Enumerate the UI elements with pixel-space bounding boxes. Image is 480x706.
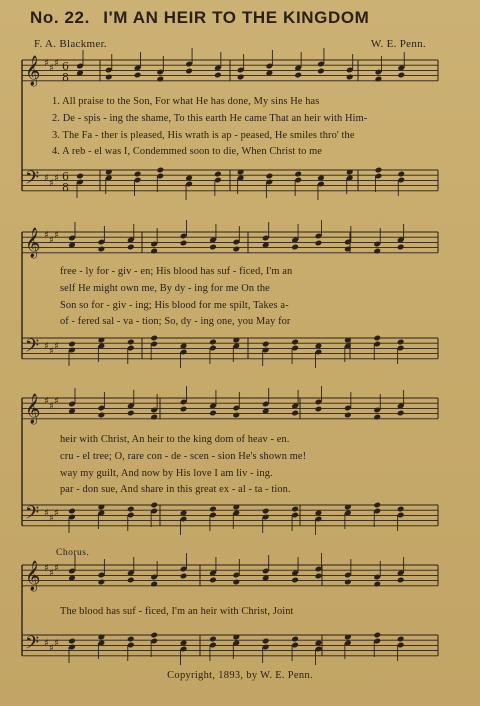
bass-clef-icon: 𝄢 <box>25 633 40 658</box>
note-head <box>291 410 299 417</box>
note-head <box>315 406 323 413</box>
note-head <box>291 339 299 346</box>
lyricist-credit: F. A. Blackmer. <box>34 38 107 50</box>
lyric-line: The blood has suf - ficed, I'm an heir with Christ, Joint <box>60 606 294 617</box>
bass-clef-icon: 𝄢 <box>25 336 40 361</box>
lyric-line: par - don sue, And share in this great ex - al - ta - tion. <box>60 484 291 495</box>
note-head <box>262 341 270 348</box>
note-head <box>127 339 135 346</box>
sharp-icon: ♯ <box>49 513 54 524</box>
note-head <box>291 636 299 643</box>
note-head <box>397 244 405 251</box>
time-sig-denominator: 8 <box>62 181 69 194</box>
note-head <box>344 246 352 253</box>
note-head <box>68 638 76 645</box>
sharp-icon: ♯ <box>54 508 59 519</box>
sharp-icon: ♯ <box>49 643 54 654</box>
note-head <box>373 632 381 639</box>
note-head <box>185 68 193 75</box>
note-head <box>291 244 299 251</box>
note-head <box>397 577 405 584</box>
note-head <box>291 577 299 584</box>
sharp-icon: ♯ <box>44 508 49 519</box>
note-head <box>127 244 135 251</box>
note-head <box>127 410 135 417</box>
note-head <box>315 240 323 247</box>
note-head <box>180 573 188 580</box>
composer-credit: W. E. Penn. <box>370 38 426 50</box>
note-head <box>68 508 76 515</box>
time-sig-denominator: 8 <box>62 71 69 84</box>
note-head <box>209 410 217 417</box>
sharp-icon: ♯ <box>49 63 54 74</box>
note-head <box>209 506 217 513</box>
lyric-line: heir with Christ, An heir to the king dom of heav - en. <box>60 434 290 445</box>
note-head <box>294 72 302 79</box>
note-head <box>150 632 158 639</box>
treble-clef-icon: 𝄞 <box>25 228 41 258</box>
sharp-icon: ♯ <box>44 230 49 241</box>
note-head <box>68 341 76 348</box>
lyric-line: 3. The Fa - ther is pleased, His wrath is ap - peased, He smiles thro' the <box>52 130 355 141</box>
note-head <box>180 240 188 247</box>
lyric-line: 4. A reb - el was I, Condemmed soon to die, When Christ to me <box>52 146 322 157</box>
treble-clef-icon: 𝄞 <box>25 56 41 86</box>
sharp-icon: ♯ <box>44 396 49 407</box>
time-sig-numerator: 6 <box>62 170 69 183</box>
note-head <box>373 414 381 421</box>
lyric-line: self He might own me, By dy - ing for me On the <box>60 283 270 294</box>
note-head <box>232 246 240 253</box>
note-head <box>156 76 164 83</box>
lyric-line: 2. De - spis - ing the shame, To this earth He came That an heir with Him- <box>52 113 368 124</box>
sharp-icon: ♯ <box>54 638 59 649</box>
bass-clef-icon: 𝄢 <box>25 168 40 193</box>
sharp-icon: ♯ <box>54 230 59 241</box>
note-head <box>291 506 299 513</box>
note-head <box>344 579 352 586</box>
note-head <box>209 339 217 346</box>
note-head <box>98 579 106 586</box>
note-head <box>150 502 158 509</box>
note-head <box>373 502 381 509</box>
note-head <box>76 173 84 180</box>
lyric-line: of - fered sal - va - tion; So, dy - ing one, you May for <box>60 316 291 327</box>
sharp-icon: ♯ <box>44 58 49 69</box>
note-head <box>105 74 113 81</box>
note-head <box>346 74 354 81</box>
note-head <box>317 68 325 75</box>
note-head <box>397 410 405 417</box>
note-head <box>214 72 222 79</box>
note-head <box>134 72 142 79</box>
sharp-icon: ♯ <box>54 58 59 69</box>
note-head <box>150 248 158 255</box>
sharp-icon: ♯ <box>49 401 54 412</box>
treble-clef-icon: 𝄞 <box>25 561 41 591</box>
sharp-icon: ♯ <box>54 563 59 574</box>
sharp-icon: ♯ <box>49 178 54 189</box>
note-head <box>262 638 270 645</box>
hymn-number: No. 22. <box>30 8 90 27</box>
lyric-line: free - ly for - giv - en; His blood has suf - ficed, I'm an <box>60 266 293 277</box>
sharp-icon: ♯ <box>54 173 59 184</box>
treble-clef-icon: 𝄞 <box>25 394 41 424</box>
lyric-line: way my guilt, And now by His love I am liv - ing. <box>60 468 273 479</box>
note-head <box>209 636 217 643</box>
note-head <box>209 577 217 584</box>
note-head <box>373 581 381 588</box>
note-head <box>397 339 405 346</box>
note-head <box>294 171 302 178</box>
sharp-icon: ♯ <box>49 346 54 357</box>
note-head <box>127 577 135 584</box>
note-head <box>397 636 405 643</box>
sharp-icon: ♯ <box>44 173 49 184</box>
chorus-label: Chorus. <box>56 548 90 558</box>
note-head <box>373 248 381 255</box>
note-head <box>397 506 405 513</box>
note-head <box>397 171 405 178</box>
note-head <box>375 167 383 174</box>
note-head <box>344 412 352 419</box>
note-head <box>237 74 245 81</box>
note-head <box>180 406 188 413</box>
note-head <box>232 579 240 586</box>
note-head <box>397 72 405 79</box>
sharp-icon: ♯ <box>54 341 59 352</box>
hymn-title-text: I'M AN HEIR TO THE KINGDOM <box>103 8 370 27</box>
note-head <box>156 167 164 174</box>
note-head <box>150 335 158 342</box>
note-head <box>127 636 135 643</box>
note-head <box>232 412 240 419</box>
note-head <box>373 335 381 342</box>
note-head <box>262 508 270 515</box>
sharp-icon: ♯ <box>44 341 49 352</box>
sharp-icon: ♯ <box>44 638 49 649</box>
sharp-icon: ♯ <box>49 235 54 246</box>
sharp-icon: ♯ <box>54 396 59 407</box>
copyright-notice: Copyright, 1893, by W. E. Penn. <box>167 670 313 681</box>
lyric-line: cru - el tree; O, rare con - de - scen - sion He's shown me! <box>60 451 307 462</box>
sharp-icon: ♯ <box>49 568 54 579</box>
lyric-line: 1. All praise to the Son, For what He has done, My sins He has <box>52 96 320 107</box>
note-head <box>315 573 323 580</box>
note-head <box>214 171 222 178</box>
note-head <box>266 173 274 180</box>
time-sig-numerator: 6 <box>62 60 69 73</box>
note-head <box>209 244 217 251</box>
note-head <box>150 581 158 588</box>
note-head <box>150 414 158 421</box>
note-head <box>98 412 106 419</box>
note-head <box>134 171 142 178</box>
note-head <box>98 246 106 253</box>
lyric-line: Son so for - giv - ing; His blood for me spilt, Takes a- <box>60 300 289 311</box>
note-head <box>127 506 135 513</box>
note-head <box>375 76 383 83</box>
sharp-icon: ♯ <box>44 563 49 574</box>
bass-clef-icon: 𝄢 <box>25 503 40 528</box>
